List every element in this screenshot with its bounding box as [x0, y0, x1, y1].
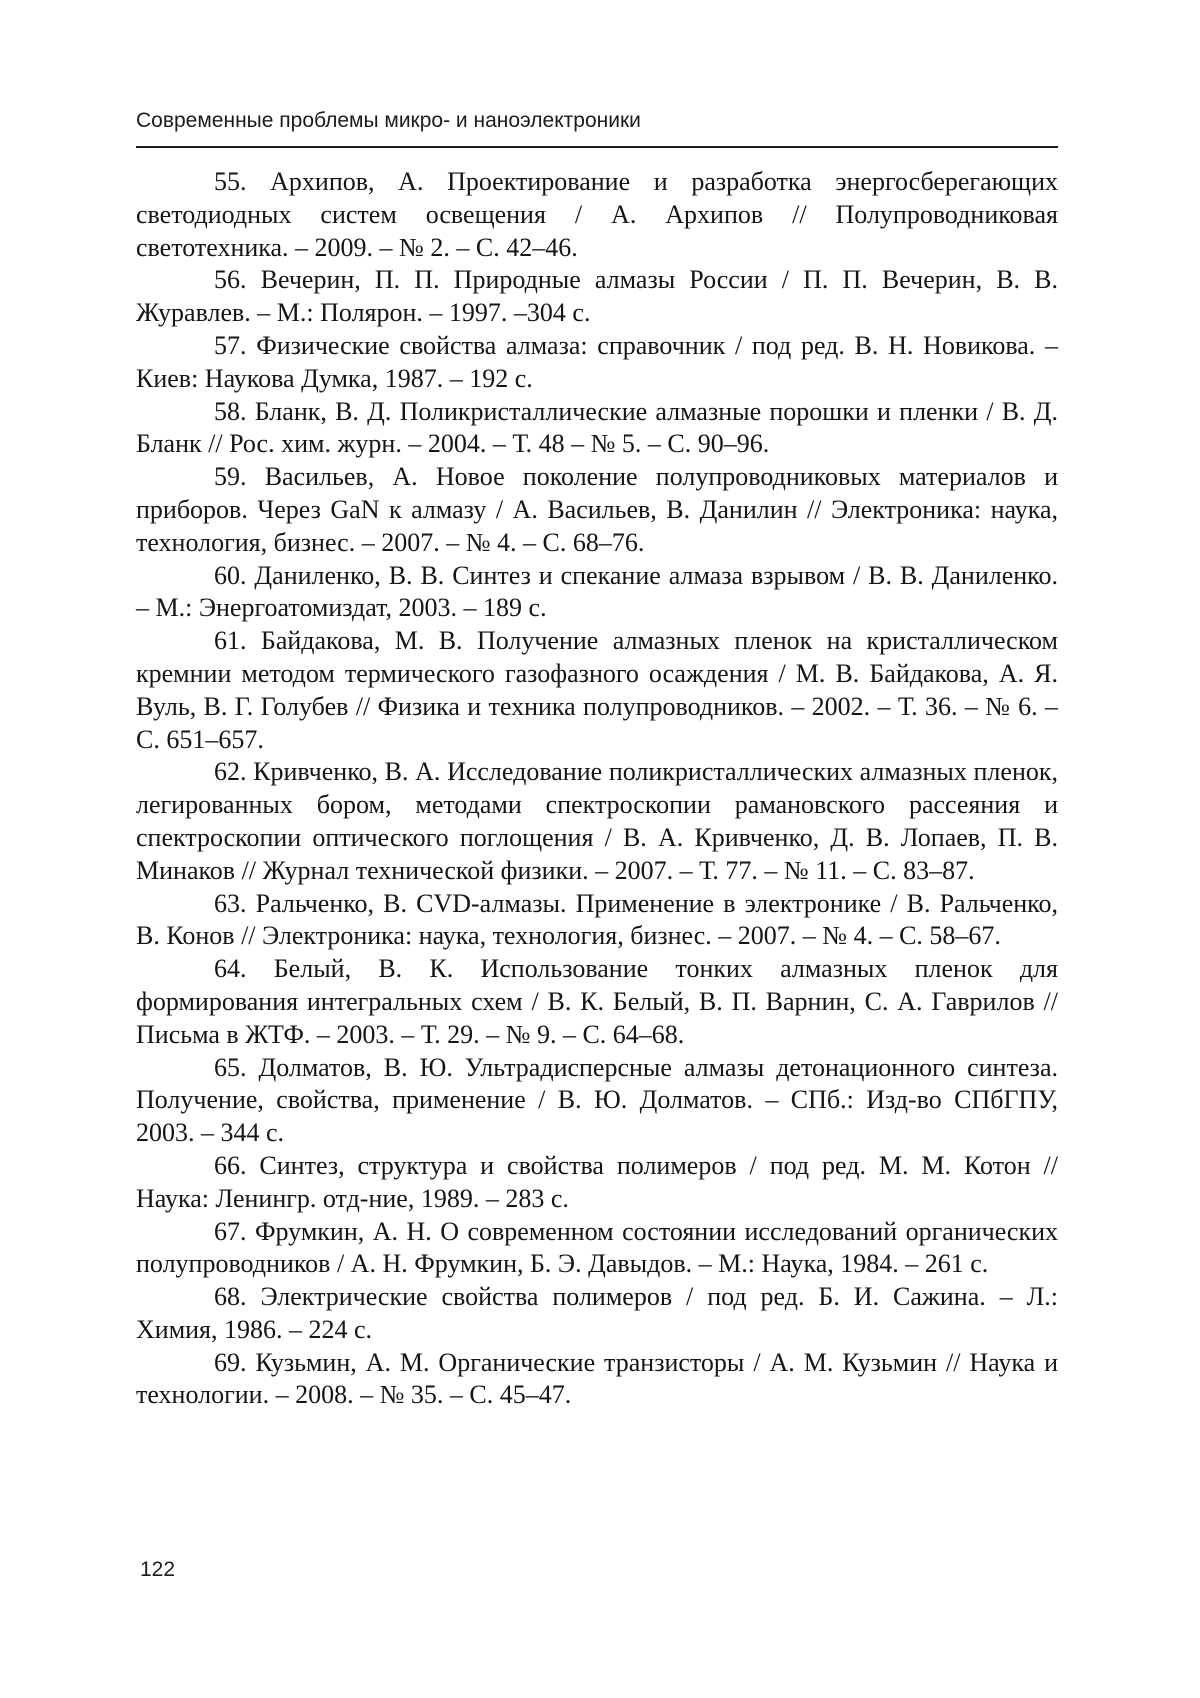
reference-entry: 63. Ральченко, В. CVD-алмазы. Применение в электронике / В. Ральченко, В. Конов // Электроника: наука, технология, бизнес. – 2007. – № 4. – С. 58–67. [136, 888, 1058, 951]
reference-entry: 67. Фрумкин, А. Н. О современном состоянии исследований органических полупроводников / А. Н. Фрумкин, Б. Э. Давыдов. – М.: Наука, 1984. – 261 с. [136, 1216, 1058, 1279]
reference-entry: 62. Кривченко, В. А. Исследование поликристаллических алмазных пленок, легированных бором, методами спектроскопии рамановского рассеяния и спектроскопии оптического поглощения / В. А. Кривченко, Д. В. Лопаев, П. В. Минаков // Журнал технической физики. – 2007. – Т. 77. – № 11. – С. 83–87. [136, 757, 1058, 885]
header-rule [136, 146, 1058, 148]
reference-list [136, 166, 1058, 1412]
reference-entry: 69. Кузьмин, А. М. Органические транзисторы / А. М. Кузьмин // Наука и технологии. – 2008. – № 35. – С. 45–47. [136, 1347, 1058, 1410]
reference-entry: 55. Архипов, А. Проектирование и разработка энергосберегающих светодиодных систем освещения / А. Архипов // Полупроводниковая светотехника. – 2009. – № 2. – С. 42–46. [136, 167, 1058, 262]
reference-entry: 58. Бланк, В. Д. Поликристаллические алмазные порошки и пленки / В. Д. Бланк // Рос. хим. журн. – 2004. – Т. 48 – № 5. – С. 90–96. [136, 396, 1058, 459]
reference-entry: 68. Электрические свойства полимеров / под ред. Б. И. Сажина. – Л.: Химия, 1986. – 224 с. [136, 1282, 1058, 1344]
page-number: 122 [140, 1558, 176, 1581]
reference-entry: 64. Белый, В. К. Использование тонких алмазных пленок для формирования интегральных схем / В. К. Белый, В. П. Варнин, С. А. Гаврилов // Письма в ЖТФ. – 2003. – Т. 29. – № 9. – С. 64–68. [136, 954, 1058, 1049]
reference-entry: 61. Байдакова, М. В. Получение алмазных пленок на кристаллическом кремнии методом термического газофазного осаждения / М. В. Байдакова, А. Я. Вуль, В. Г. Голубев // Физика и техника полупроводников. – 2002. – Т. 36. – № 6. – С. 651–657. [136, 626, 1058, 754]
reference-entry: 57. Физические свойства алмаза: справочник / под ред. В. Н. Новикова. – Киев: Наукова Думка, 1987. – 192 с. [136, 330, 1058, 393]
reference-entry: 60. Даниленко, В. В. Синтез и спекание алмаза взрывом / В. В. Даниленко. – М.: Энергоатомиздат, 2003. – 189 с. [136, 560, 1058, 623]
reference-entry: 65. Долматов, В. Ю. Ультрадисперсные алмазы детонационного синтеза. Получение, свойства, применение / В. Ю. Долматов. – СПб.: Изд-во СПбГПУ, 2003. – 344 с. [136, 1052, 1058, 1148]
reference-entry: 59. Васильев, А. Новое поколение полупроводниковых материалов и приборов. Через GaN к алмазу / А. Васильев, В. Данилин // Электроника: наука, технология, бизнес. – 2007. – № 4. – С. 68–76. [136, 462, 1058, 557]
reference-entry: 66. Синтез, структура и свойства полимеров / под ред. М. М. Котон // Наука: Ленингр. отд-ние, 1989. – 283 с. [136, 1150, 1058, 1213]
reference-entry: 56. Вечерин, П. П. Природные алмазы России / П. П. Вечерин, В. В. Журавлев. – М.: Полярон. – 1997. –304 с. [136, 265, 1058, 328]
running-header-title: Современные проблемы микро- и наноэлектроники [136, 109, 641, 132]
running-header [136, 108, 1058, 156]
